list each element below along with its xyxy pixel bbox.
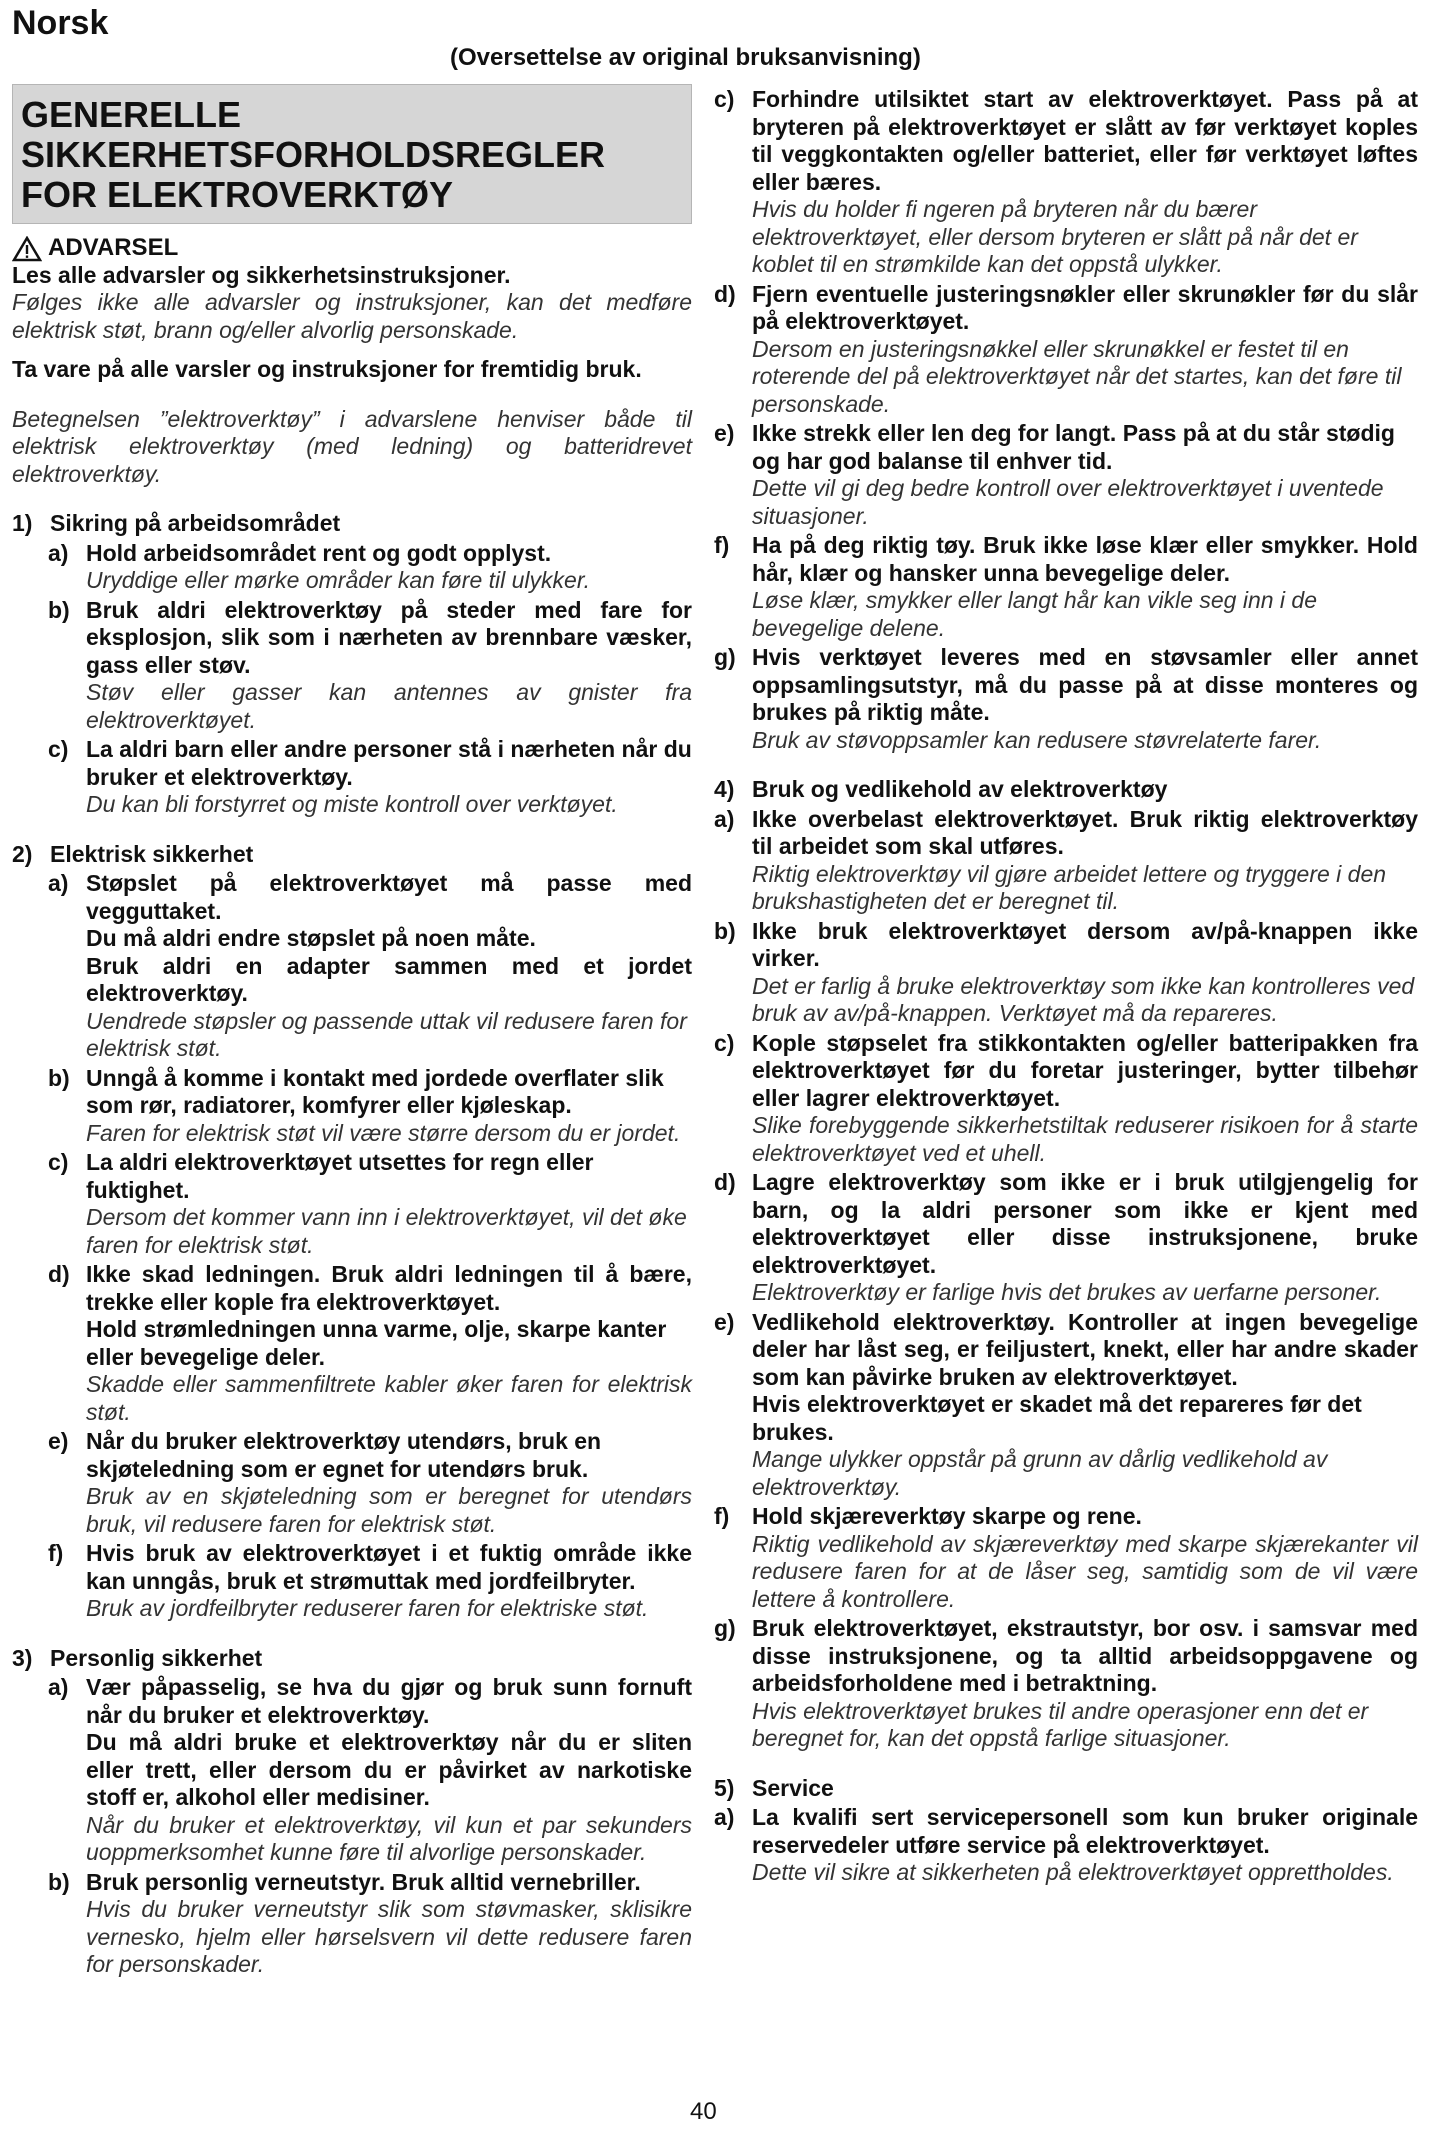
item-bold: Ikke bruk elektroverktøyet dersom av/på-knappen ikke virker. <box>752 917 1418 971</box>
section-title: Personlig sikkerhet <box>50 1644 263 1671</box>
item-letter: a) <box>714 805 735 832</box>
item-italic: Du kan bli forstyrret og miste kontroll over verktøyet. <box>86 791 618 817</box>
item-bold: Du må aldri bruke et elektroverktøy når du er sliten eller trett, eller dersom du er påvirket av narkotiske stoff er, alkohol eller medisiner. <box>86 1729 692 1810</box>
translation-note: (Oversettelse av original bruksanvisning) <box>450 44 921 71</box>
item-bold: Hvis elektroverktøyet er skadet må det repareres før det brukes. <box>752 1391 1362 1445</box>
item-letter: a) <box>48 1674 69 1700</box>
item-letter: e) <box>48 1428 69 1454</box>
item-bold: Hvis bruk av elektroverktøyet i et fuktig område ikke kan unngås, bruk et strømuttak med jordfeilbryter. <box>86 1540 692 1594</box>
item-bold: La aldri barn eller andre personer stå i nærheten når du bruker et elektroverktøy. <box>86 736 692 790</box>
warning-label: ADVARSEL <box>48 234 179 261</box>
list-item <box>714 1503 1418 1613</box>
item-italic: Det er farlig å bruke elektroverktøy som ikke kan kontrolleres ved bruk av av/på-knappen. Verktøyet må da repareres. <box>752 972 1415 1026</box>
page-number: 40 <box>690 2098 717 2125</box>
item-letter: c) <box>48 736 69 762</box>
item-bold: Ikke strekk eller len deg for langt. Pass på at du står stødig og har god balanse til enhver tid. <box>752 420 1395 474</box>
item-bold: Hvis verktøyet leveres med en støvsamler eller annet oppsamlingsutstyr, må du passe på at disse monteres og brukes på riktig måte. <box>752 644 1418 725</box>
list-item <box>714 420 1418 530</box>
item-bold: Hold skjæreverktøy skarpe og rene. <box>752 1503 1142 1529</box>
list-item <box>12 1869 692 1979</box>
list-item <box>12 597 692 735</box>
item-bold: Vær påpasselig, se hva du gjør og bruk sunn fornuft når du bruker et elektroverktøy. <box>86 1674 692 1728</box>
item-bold: Bruk personlig verneutstyr. Bruk alltid vernebriller. <box>86 1868 641 1895</box>
item-italic: Uendrede støpsler og passende uttak vil redusere faren for elektrisk støt. <box>86 1007 687 1061</box>
item-italic: Faren for elektrisk støt vil være større dersom du er jordet. <box>86 1119 681 1146</box>
warning-triangle-icon <box>12 236 42 262</box>
section-number: 4) <box>714 776 735 802</box>
item-italic: Mange ulykker oppstår på grunn av dårlig vedlikehold av elektroverktøy. <box>752 1446 1328 1500</box>
list-item <box>12 1428 692 1538</box>
item-bold: Du må aldri endre støpslet på noen måte. <box>86 925 536 951</box>
item-letter: a) <box>714 1804 735 1830</box>
item-italic: Hvis du holder fi ngeren på bryteren når du bærer elektroverktøyet, eller dersom bryteren er slått på når det er koblet til en strømkilde kan det oppstå ulykker. <box>752 196 1358 277</box>
item-italic: Dersom det kommer vann inn i elektroverktøyet, vil det øke faren for elektrisk støt. <box>86 1204 687 1258</box>
item-letter: f) <box>48 1540 64 1566</box>
section-title: Elektrisk sikkerhet <box>50 840 254 867</box>
list-item <box>12 540 692 595</box>
section-1-heading <box>12 510 692 538</box>
item-italic: Bruk av jordfeilbryter reduserer faren for elektriske støt. <box>86 1595 649 1621</box>
item-bold: Bruk elektroverktøyet, ekstrautstyr, bor osv. i samsvar med disse instruksjonene, og ta alltid arbeidsoppgavene og arbeidsforholdene med i betraktning. <box>752 1615 1418 1696</box>
section-number: 5) <box>714 1774 735 1801</box>
section-number: 1) <box>12 510 33 536</box>
section-5-heading <box>714 1775 1418 1803</box>
warning-bold: Les alle advarsler og sikkerhetsinstruksjoner. <box>12 261 511 288</box>
list-item <box>714 1169 1418 1307</box>
item-italic: Elektroverktøy er farlige hvis det brukes av uerfarne personer. <box>752 1279 1382 1305</box>
item-letter: a) <box>48 539 69 566</box>
list-item <box>714 86 1418 279</box>
list-item <box>12 1149 692 1259</box>
list-item <box>714 644 1418 754</box>
list-item <box>12 1065 692 1148</box>
list-item <box>12 1540 692 1623</box>
item-italic: Bruk av en skjøteledning som er beregnet for utendørs bruk, vil redusere faren for elektrisk støt. <box>86 1483 692 1537</box>
section-4-heading <box>714 776 1418 804</box>
item-bold: Ikke skad ledningen. Bruk aldri ledningen til å bære, trekke eller kople fra elektroverktøyet. <box>86 1261 692 1315</box>
list-item <box>714 1804 1418 1887</box>
item-italic: Dersom en justeringsnøkkel eller skrunøkkel er festet til en roterende del på elektroverktøyet når det startes, kan det føre til personskade. <box>752 335 1402 417</box>
item-letter: c) <box>48 1149 69 1175</box>
item-italic: Slike forebyggende sikkerhetstiltak reduserer risikoen for å starte elektroverktøyet ved et uhell. <box>752 1112 1418 1166</box>
item-bold: La aldri elektroverktøyet utsettes for regn eller fuktighet. <box>86 1149 594 1203</box>
banner-line-3: FOR ELEKTROVERKTØY <box>21 174 454 215</box>
warning-definition: Betegnelsen ”elektroverktøy” i advarslene henviser både til elektrisk elektroverktøy (med ledning) og batteridrevet elektroverktøy. <box>12 405 692 487</box>
item-italic: Dette vil gi deg bedre kontroll over elektroverktøyet i uventede situasjoner. <box>752 475 1384 529</box>
item-letter: d) <box>714 280 736 307</box>
list-item <box>12 870 692 1063</box>
item-italic: Skadde eller sammenfiltrete kabler øker faren for elektrisk støt. <box>86 1371 692 1425</box>
item-bold: Forhindre utilsiktet start av elektroverktøyet. Pass på at bryteren på elektroverktøyet er slått av før verktøyet koples til veggkontakten og/eller batteriet, eller før verktøyet løftes eller bæres. <box>752 86 1418 195</box>
warning-heading <box>12 234 692 262</box>
banner-line-1: GENERELLE <box>21 94 242 135</box>
item-bold: Fjern eventuelle justeringsnøkler eller skrunøkler før du slår på elektroverktøyet. <box>752 280 1418 334</box>
item-bold: Bruk aldri elektroverktøy på steder med fare for eksplosjon, slik som i nærheten av brennbare væsker, gass eller støv. <box>86 596 692 678</box>
item-italic: Hvis du bruker verneutstyr slik som støvmasker, sklisikre vernesko, hjelm eller hørselsvern vil dette redusere faren for personskader. <box>86 1896 692 1977</box>
section-2-heading <box>12 841 692 869</box>
item-italic: Riktig vedlikehold av skjæreverktøy med skarpe skjærekanter vil redusere faren for at de låser seg, samtidig som de vil være lettere å kontrollere. <box>752 1530 1418 1612</box>
item-bold: Lagre elektroverktøy som ikke er i bruk utilgjengelig for barn, og la aldri personer som ikke er kjent med elektroverktøyet eller disse instruksjonene, bruke elektroverktøyet. <box>752 1169 1418 1278</box>
right-column <box>714 84 1418 1887</box>
left-column <box>12 84 692 1979</box>
item-bold: Bruk aldri en adapter sammen med et jordet elektroverktøy. <box>86 952 692 1006</box>
section-banner <box>12 84 692 224</box>
item-letter: g) <box>714 1615 736 1641</box>
list-item <box>714 281 1418 419</box>
item-bold: Når du bruker elektroverktøy utendørs, bruk en skjøteledning som er egnet for utendørs bruk. <box>86 1428 602 1482</box>
item-letter: e) <box>714 1308 735 1335</box>
item-letter: b) <box>714 917 736 944</box>
item-bold: La kvalifi sert servicepersonell som kun bruker originale reservedeler utføre service på elektroverktøyet. <box>752 1804 1418 1858</box>
item-letter: b) <box>48 596 70 623</box>
list-item <box>714 532 1418 642</box>
item-italic: Hvis elektroverktøyet brukes til andre operasjoner enn det er beregnet for, kan det oppstå farlige situasjoner. <box>752 1697 1369 1751</box>
item-italic: Dette vil sikre at sikkerheten på elektroverktøyet opprettholdes. <box>752 1859 1394 1885</box>
list-item <box>714 918 1418 1028</box>
section-3-heading <box>12 1645 692 1673</box>
item-letter: c) <box>714 1029 735 1056</box>
item-letter: g) <box>714 644 736 670</box>
item-letter: e) <box>714 420 735 446</box>
list-item <box>12 1261 692 1426</box>
section-title: Sikring på arbeidsområdet <box>50 510 341 536</box>
item-letter: d) <box>48 1261 70 1287</box>
item-italic: Støv eller gasser kan antennes av gnister fra elektroverktøyet. <box>86 679 692 733</box>
item-letter: b) <box>48 1868 70 1895</box>
item-bold: Hold arbeidsområdet rent og godt opplyst. <box>86 539 552 566</box>
section-number: 3) <box>12 1644 33 1671</box>
list-item <box>12 736 692 819</box>
item-letter: f) <box>714 532 730 558</box>
item-letter: f) <box>714 1503 730 1529</box>
item-bold: Kople støpselet fra stikkontakten og/eller batteripakken fra elektroverktøyet før du foretar justeringer, bytter tilbehør eller lagrer elektroverktøyet. <box>752 1029 1418 1111</box>
section-title: Service <box>752 1774 834 1801</box>
list-item <box>714 1030 1418 1168</box>
section-title: Bruk og vedlikehold av elektroverktøy <box>752 776 1168 802</box>
list-item <box>714 1309 1418 1502</box>
item-letter: b) <box>48 1064 70 1091</box>
item-bold: Unngå å komme i kontakt med jordede overflater slik som rør, radiatorer, komfyrer eller kjøleskap. <box>86 1064 664 1118</box>
item-bold: Støpslet på elektroverktøyet må passe med vegguttaket. <box>86 870 692 924</box>
section-number: 2) <box>12 840 33 867</box>
list-item <box>714 1615 1418 1753</box>
item-italic: Bruk av støvoppsamler kan redusere støvrelaterte farer. <box>752 726 1322 753</box>
list-item <box>12 1674 692 1867</box>
item-italic: Når du bruker et elektroverktøy, vil kun et par sekunders uoppmerksomhet kunne føre til alvorlige personskader. <box>86 1811 692 1865</box>
item-letter: d) <box>714 1169 736 1195</box>
banner-line-2: SIKKERHETSFORHOLDSREGLER <box>21 134 606 175</box>
item-italic: Løse klær, smykker eller langt hår kan vikle seg inn i de bevegelige delene. <box>752 587 1318 641</box>
language-label: Norsk <box>12 4 109 42</box>
list-item <box>714 806 1418 916</box>
item-bold: Ha på deg riktig tøy. Bruk ikke løse klær eller smykker. Hold hår, klær og hansker unna bevegelige deler. <box>752 532 1418 586</box>
warning-italic: Følges ikke alle advarsler og instruksjoner, kan det medføre elektrisk støt, brann og/eller alvorlig personskade. <box>12 289 692 343</box>
item-bold: Hold strømledningen unna varme, olje, skarpe kanter eller bevegelige deler. <box>86 1316 667 1370</box>
item-letter: c) <box>714 86 735 112</box>
item-italic: Uryddige eller mørke områder kan føre til ulykker. <box>86 567 591 593</box>
item-italic: Riktig elektroverktøy vil gjøre arbeidet lettere og tryggere i den brukshastigheten det er beregnet til. <box>752 860 1387 914</box>
item-bold: Vedlikehold elektroverktøy. Kontroller at ingen bevegelige deler har låst seg, er feiljustert, knekt, eller har andre skader som kan påvirke bruken av elektroverktøyet. <box>752 1308 1418 1390</box>
warning-keep: Ta vare på alle varsler og instruksjoner for fremtidig bruk. <box>12 356 642 382</box>
item-bold: Ikke overbelast elektroverktøyet. Bruk riktig elektroverktøy til arbeidet som skal utføres. <box>752 805 1418 859</box>
item-letter: a) <box>48 870 69 896</box>
